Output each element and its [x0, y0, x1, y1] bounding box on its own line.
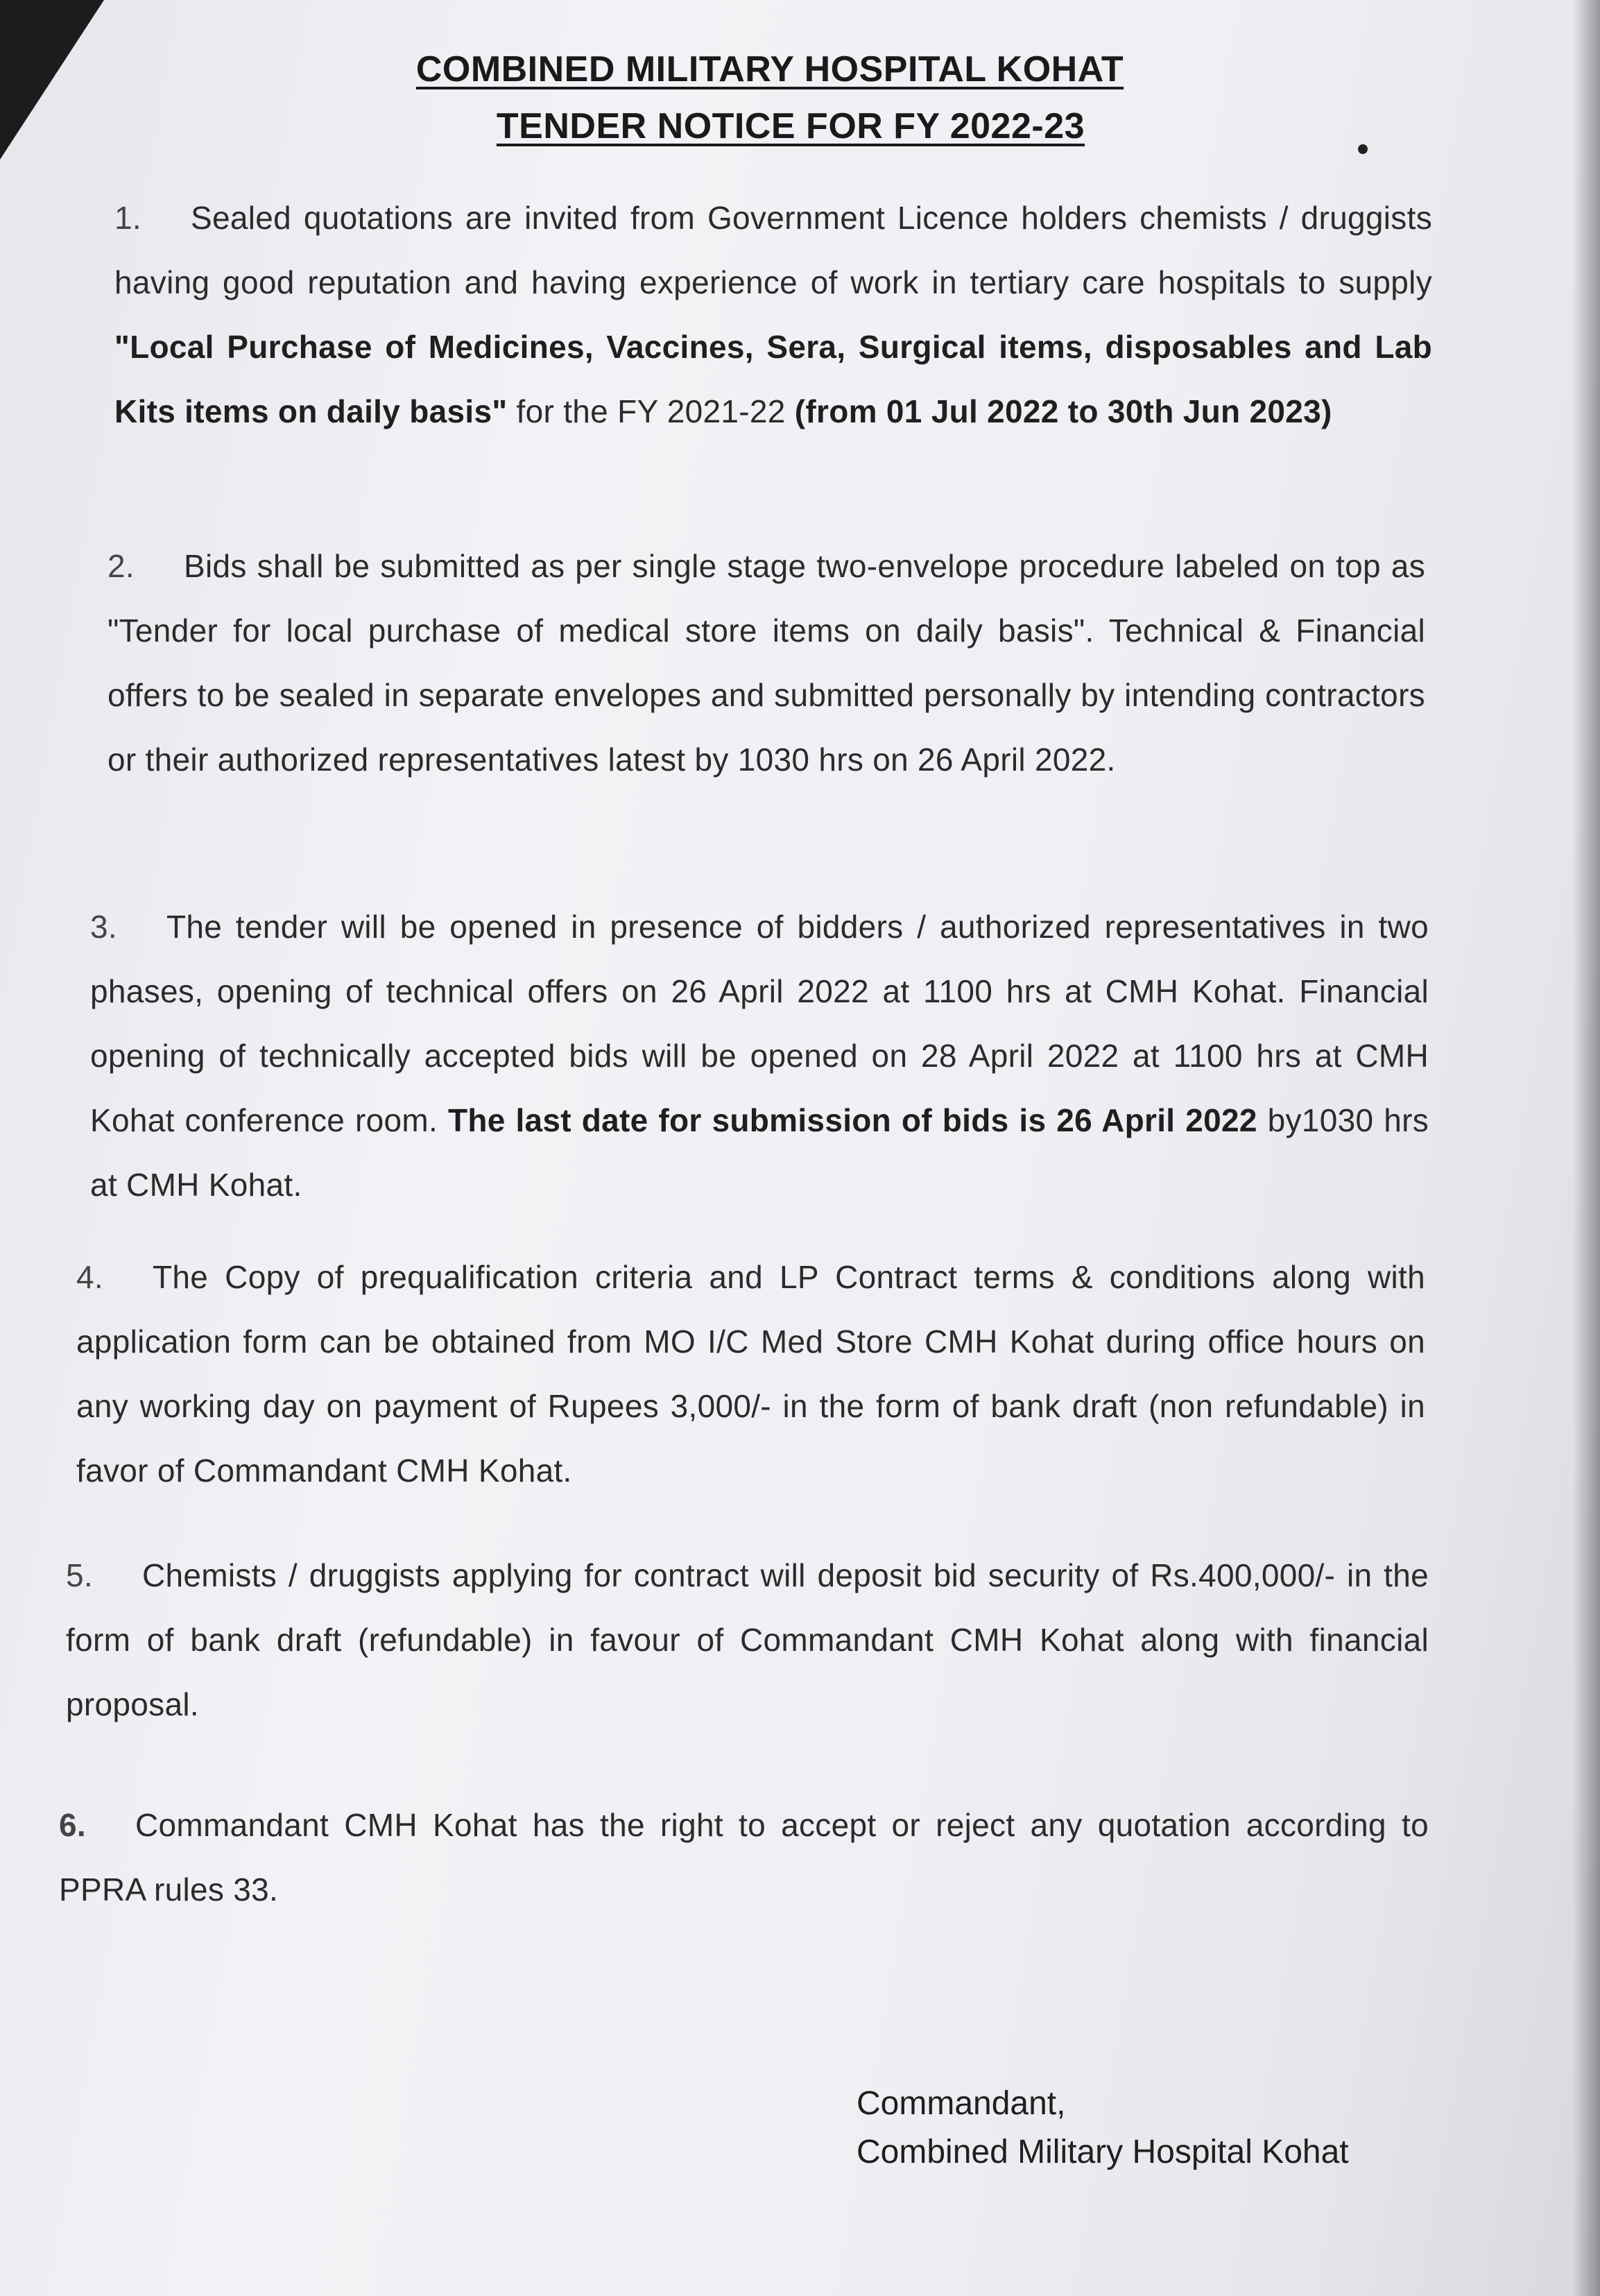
paragraph-text: by1030 hrs at CMH Kohat.	[90, 1102, 1429, 1203]
paragraph-bold-text: (from 01 Jul 2022 to 30th Jun 2023)	[794, 393, 1332, 429]
paragraph-6	[59, 1793, 1429, 1922]
paragraph-bold-text: The last date for submission of bids is 26 April 2022	[447, 1102, 1257, 1138]
paragraph-5	[66, 1543, 1429, 1737]
paragraph-bold-text: "Local Purchase of Medicines, Vaccines, Sera, Surgical items, disposables and Lab Kits items on daily basis"	[114, 329, 1432, 429]
ink-dot	[1358, 144, 1368, 154]
paragraph-1	[114, 186, 1432, 444]
paragraph-text: Bids shall be submitted as per single stage two-envelope procedure labeled on top as "Tender for local purchase of medical store items on daily basis". Technical & Financial offers to be sealed in separate envelopes and submitted personally by intending contractors or their authorized representatives latest by 1030 hrs on 26 April 2022.	[107, 548, 1425, 778]
paragraph-text: The tender will be opened in presence of bidders / authorized representatives in two phases, opening of technical offers on 26 April 2022 at 1100 hrs at CMH Kohat. Financial opening of technically accepted bids will be opened on 28 April 2022 at 1100 hrs at CMH Kohat conference room.	[90, 909, 1429, 1138]
paragraph-number: 1.	[114, 200, 141, 236]
paragraph-text: for the FY 2021-22	[507, 393, 795, 429]
page-edge-shadow	[1572, 0, 1600, 2296]
signature-title: Commandant,	[857, 2085, 1066, 2122]
document-subtitle: TENDER NOTICE FOR FY 2022-23	[496, 106, 1085, 146]
paragraph-text: Sealed quotations are invited from Government Licence holders chemists / druggists having good reputation and having experience of work in tertiary care hospitals to supply	[114, 200, 1432, 300]
paragraph-number: 3.	[90, 909, 117, 945]
paragraph-text: Commandant CMH Kohat has the right to accept or reject any quotation according to PPRA rules 33.	[59, 1807, 1429, 1908]
paragraph-2	[107, 534, 1425, 792]
signature-organization: Combined Military Hospital Kohat	[857, 2134, 1349, 2170]
paragraph-3	[90, 895, 1429, 1217]
document-title: COMBINED MILITARY HOSPITAL KOHAT	[415, 49, 1124, 89]
paragraph-number: 5.	[66, 1557, 93, 1593]
paragraph-text: Chemists / druggists applying for contract will deposit bid security of Rs.400,000/- in the form of bank draft (refundable) in favour of Commandant CMH Kohat along with financial proposal.	[66, 1557, 1429, 1722]
paragraph-4	[76, 1245, 1425, 1503]
paragraph-number: 2.	[107, 548, 135, 584]
paragraph-text: The Copy of prequalification criteria and LP Contract terms & conditions along with application form can be obtained from MO I/C Med Store CMH Kohat during office hours on any working day on payment of Rupees 3,000/- in the form of bank draft (non refundable) in favor of Commandant CMH Kohat.	[76, 1259, 1425, 1489]
paragraph-number: 4.	[76, 1259, 103, 1295]
page-corner-shadow	[0, 0, 104, 160]
paragraph-number: 6.	[59, 1807, 86, 1843]
